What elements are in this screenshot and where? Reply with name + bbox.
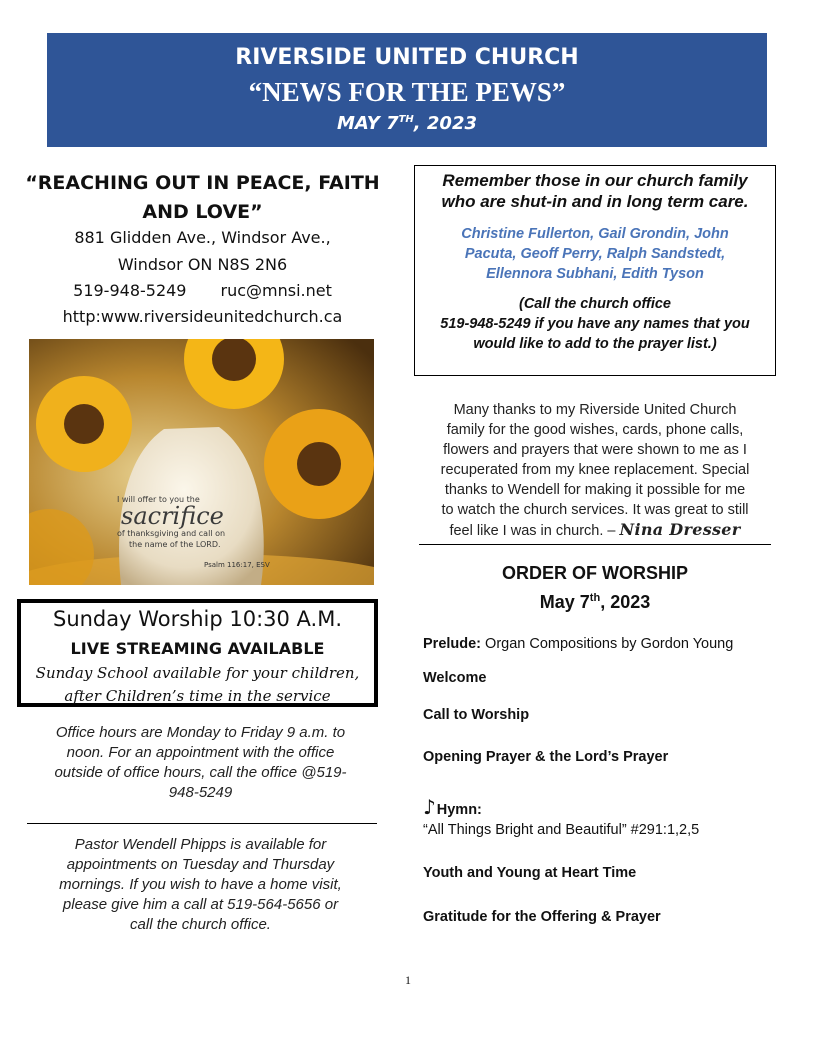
order-of-worship-heading bbox=[419, 561, 771, 615]
church-motto: “REACHING OUT IN PEACE, FAITH AND LOVE” bbox=[25, 172, 380, 223]
sunday-school-line-2: after Children’s time in the service bbox=[64, 687, 331, 705]
address-line-2: Windsor ON N8S 2N6 bbox=[117, 255, 288, 274]
youth-item: Youth and Young at Heart Time bbox=[423, 865, 637, 881]
sunflower-left bbox=[36, 376, 132, 472]
shut-in-prayer-box bbox=[414, 165, 776, 376]
sunflower-illustration bbox=[29, 339, 374, 585]
sunday-school-line-1: Sunday School available for your children, bbox=[35, 664, 360, 682]
signature: Nina Dresser bbox=[619, 520, 741, 539]
welcome-item: Welcome bbox=[423, 670, 487, 686]
pastor-availability: Pastor Wendell Phipps is available for appointments on Tuesday and Thursday mornings. If you wish to have a home visit, please give him a call at 519-564-5656 or call the church office. bbox=[59, 836, 342, 933]
gratitude-item: Gratitude for the Offering & Prayer bbox=[423, 909, 661, 925]
order-of-worship-title: ORDER OF WORSHIP bbox=[501, 563, 688, 583]
page-number: 1 bbox=[405, 973, 411, 987]
church-name: RIVERSIDE UNITED CHURCH bbox=[235, 45, 579, 70]
phone-number: 519-948-5249 bbox=[73, 281, 187, 300]
order-of-worship-date: May 7th, 2023 bbox=[539, 592, 651, 612]
divider-right bbox=[419, 544, 771, 545]
phone-email-line bbox=[25, 281, 380, 300]
opening-prayer-item: Opening Prayer & the Lord’s Prayer bbox=[423, 749, 669, 765]
verse-line-1: I will offer to you the bbox=[117, 495, 200, 504]
shut-in-names: Christine Fullerton, Gail Grondin, John Pacuta, Geoff Perry, Ralph Sandstedt, Ellennora Subhani, Edith Tyson bbox=[461, 226, 729, 282]
worship-time: Sunday Worship 10:30 A.M. bbox=[52, 607, 343, 631]
newsletter-date: MAY 7TH, 2023 bbox=[336, 113, 477, 134]
sunday-worship-box bbox=[17, 599, 378, 707]
website-url: http:www.riversideunitedchurch.ca bbox=[62, 307, 343, 326]
thank-you-note: Many thanks to my Riverside United Church family for the good wishes, cards, phone calls, flowers and prayers that were shown to me as I recuperated from my knee replacement. Special thanks to Wendell for making it possible for me to watch the church services. It was great to still feel like I was in church. – Nina Dresser bbox=[440, 402, 750, 539]
newsletter-banner bbox=[47, 33, 767, 147]
hymn-item: ♪Hymn: bbox=[423, 795, 482, 819]
prelude-item: Prelude: Organ Compositions by Gordon Young bbox=[423, 636, 734, 652]
sunflower-verse-image bbox=[29, 339, 374, 585]
verse-word: sacrifice bbox=[121, 502, 224, 530]
verse-line-3: the name of the LORD. bbox=[129, 540, 221, 549]
prayer-list-call-note: (Call the church office 519-948-5249 if you have any names that you would like to add to the prayer list.) bbox=[440, 296, 750, 352]
call-to-worship-item: Call to Worship bbox=[423, 707, 530, 723]
office-hours: Office hours are Monday to Friday 9 a.m. to noon. For an appointment with the office outside of office hours, call the office @519- 948-5249 bbox=[54, 724, 347, 801]
newsletter-title: “NEWS FOR THE PEWS” bbox=[248, 77, 566, 107]
verse-citation: Psalm 116:17, ESV bbox=[204, 561, 270, 569]
shut-in-heading: Remember those in our church family who are shut-in and in long term care. bbox=[441, 171, 749, 211]
address-line-1: 881 Glidden Ave., Windsor Ave., bbox=[74, 228, 331, 247]
music-note-icon: ♪ bbox=[423, 795, 436, 819]
sunflower-right bbox=[264, 409, 374, 519]
divider-left bbox=[27, 823, 377, 824]
hymn-title: “All Things Bright and Beautiful” #291:1,2,5 bbox=[423, 822, 700, 838]
verse-line-2: of thanksgiving and call on bbox=[117, 529, 226, 538]
email-address: ruc@mnsi.net bbox=[220, 281, 332, 300]
live-streaming-note: LIVE STREAMING AVAILABLE bbox=[70, 639, 325, 658]
